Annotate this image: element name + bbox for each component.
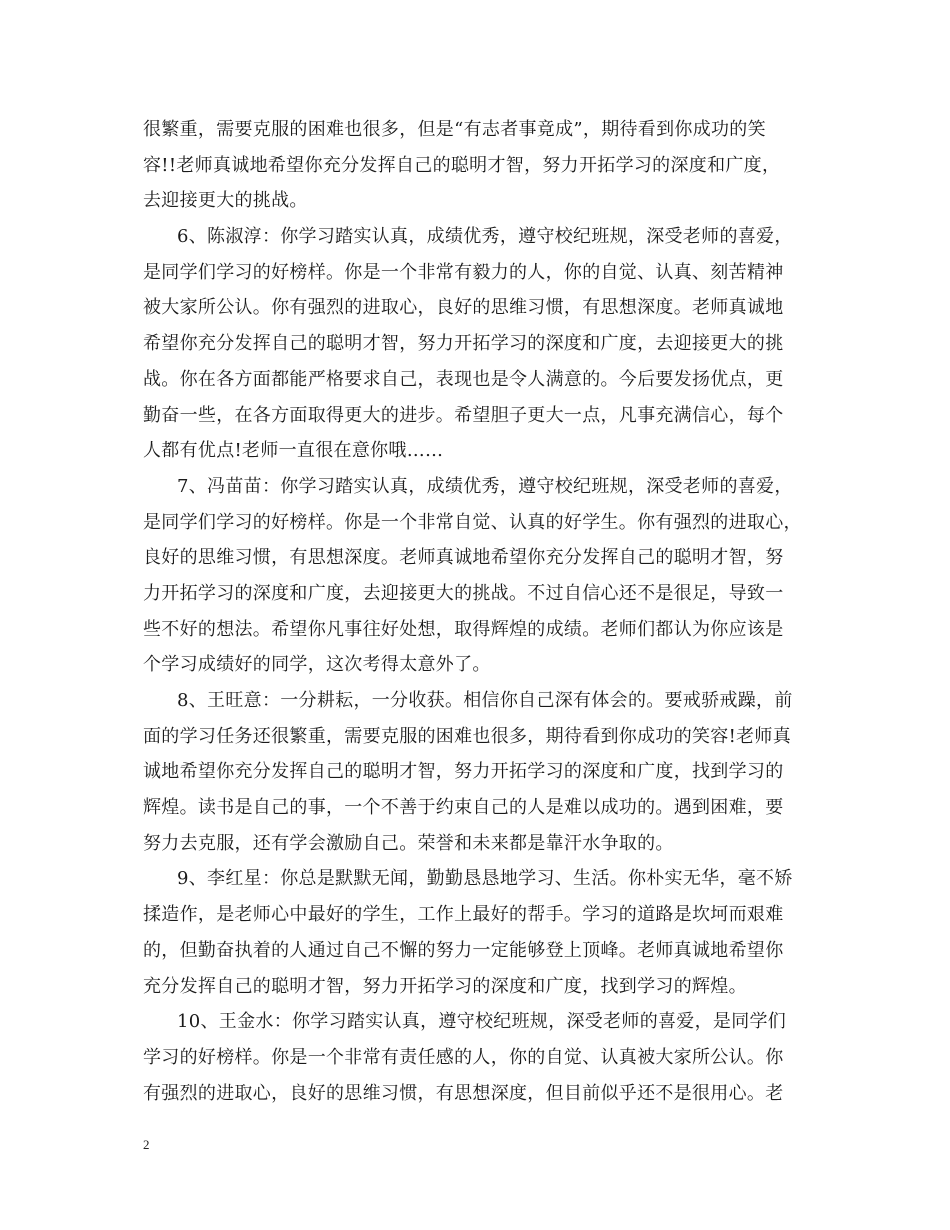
- paragraph-first-line: 7、冯苗苗：你学习踏实认真，成绩优秀，遵守校纪班规，深受老师的喜爱，: [177, 475, 793, 497]
- text-line: 容!!老师真诚地希望你充分发挥自己的聪明才智，努力开拓学习的深度和广度，: [143, 154, 781, 176]
- text-line: 努力去克服，还有学会激励自己。荣誉和未来都是靠汗水争取的。: [143, 832, 674, 854]
- text-line: 面的学习任务还很繁重，需要克服的困难也很多，期待看到你成功的笑容!老师真: [143, 725, 792, 747]
- paragraph-first-line: 6、陈淑淳：你学习踏实认真，成绩优秀，遵守校纪班规，深受老师的喜爱，: [177, 226, 793, 248]
- text-line: 诚地希望你充分发挥自己的聪明才智，努力开拓学习的深度和广度，找到学习的: [143, 761, 784, 783]
- text-line: 勤奋一些，在各方面取得更大的进步。希望胆子更大一点，凡事充满信心，每个: [143, 404, 784, 426]
- text-line: 希望你充分发挥自己的聪明才智，努力开拓学习的深度和广度，去迎接更大的挑: [143, 333, 784, 355]
- text-line: 个学习成绩好的同学，这次考得太意外了。: [143, 654, 491, 676]
- text-line: 是同学们学习的好榜样。你是一个非常自觉、认真的好学生。你有强烈的进取心，: [143, 511, 802, 533]
- page-number: 2: [143, 1137, 150, 1152]
- text-line: 揉造作，是老师心中最好的学生，工作上最好的帮手。学习的道路是坎坷而艰难: [143, 904, 784, 926]
- text-line: 是同学们学习的好榜样。你是一个非常有毅力的人，你的自觉、认真、刻苦精神: [143, 261, 784, 283]
- text-line: 去迎接更大的挑战。: [143, 190, 308, 212]
- text-line: 辉煌。读书是自己的事，一个不善于约束自己的人是难以成功的。遇到困难，要: [143, 797, 784, 819]
- text-line: 人都有优点!老师一直很在意你哦……: [143, 440, 444, 462]
- paragraph-first-line: 10、王金水：你学习踏实认真，遵守校纪班规，深受老师的喜爱，是同学们: [177, 1011, 787, 1033]
- text-line: 学习的好榜样。你是一个非常有责任感的人，你的自觉、认真被大家所公认。你: [143, 1046, 784, 1068]
- paragraph-first-line: 8、王旺意：一分耕耘，一分收获。相信你自己深有体会的。要戒骄戒躁，前: [177, 690, 793, 711]
- text-line: 些不好的想法。希望你凡事往好处想，取得辉煌的成绩。老师们都认为你应该是: [143, 618, 784, 640]
- paragraph-first-line: 9、李红星：你总是默默无闻，勤勤恳恳地学习、生活。你朴实无华，毫不矫: [177, 868, 793, 890]
- text-line: 充分发挥自己的聪明才智，努力开拓学习的深度和广度，找到学习的辉煌。: [143, 975, 747, 997]
- text-line: 战。你在各方面都能严格要求自己，表现也是令人满意的。今后要发扬优点，更: [143, 368, 784, 390]
- text-line: 很繁重，需要克服的困难也很多，但是“有志者事竟成”，期待看到你成功的笑: [143, 119, 766, 140]
- text-line: 的，但勤奋执着的人通过自己不懈的努力一定能够登上顶峰。老师真诚地希望你: [143, 939, 784, 961]
- text-line: 有强烈的进取心，良好的思维习惯，有思想深度，但目前似乎还不是很用心。老: [143, 1082, 784, 1104]
- text-line: 被大家所公认。你有强烈的进取心，良好的思维习惯，有思想深度。老师真诚地: [143, 297, 784, 319]
- text-line: 良好的思维习惯，有思想深度。老师真诚地希望你充分发挥自己的聪明才智，努: [143, 547, 784, 569]
- text-line: 力开拓学习的深度和广度，去迎接更大的挑战。不过自信心还不是很足，导致一: [143, 582, 784, 604]
- body-text: [143, 112, 813, 1111]
